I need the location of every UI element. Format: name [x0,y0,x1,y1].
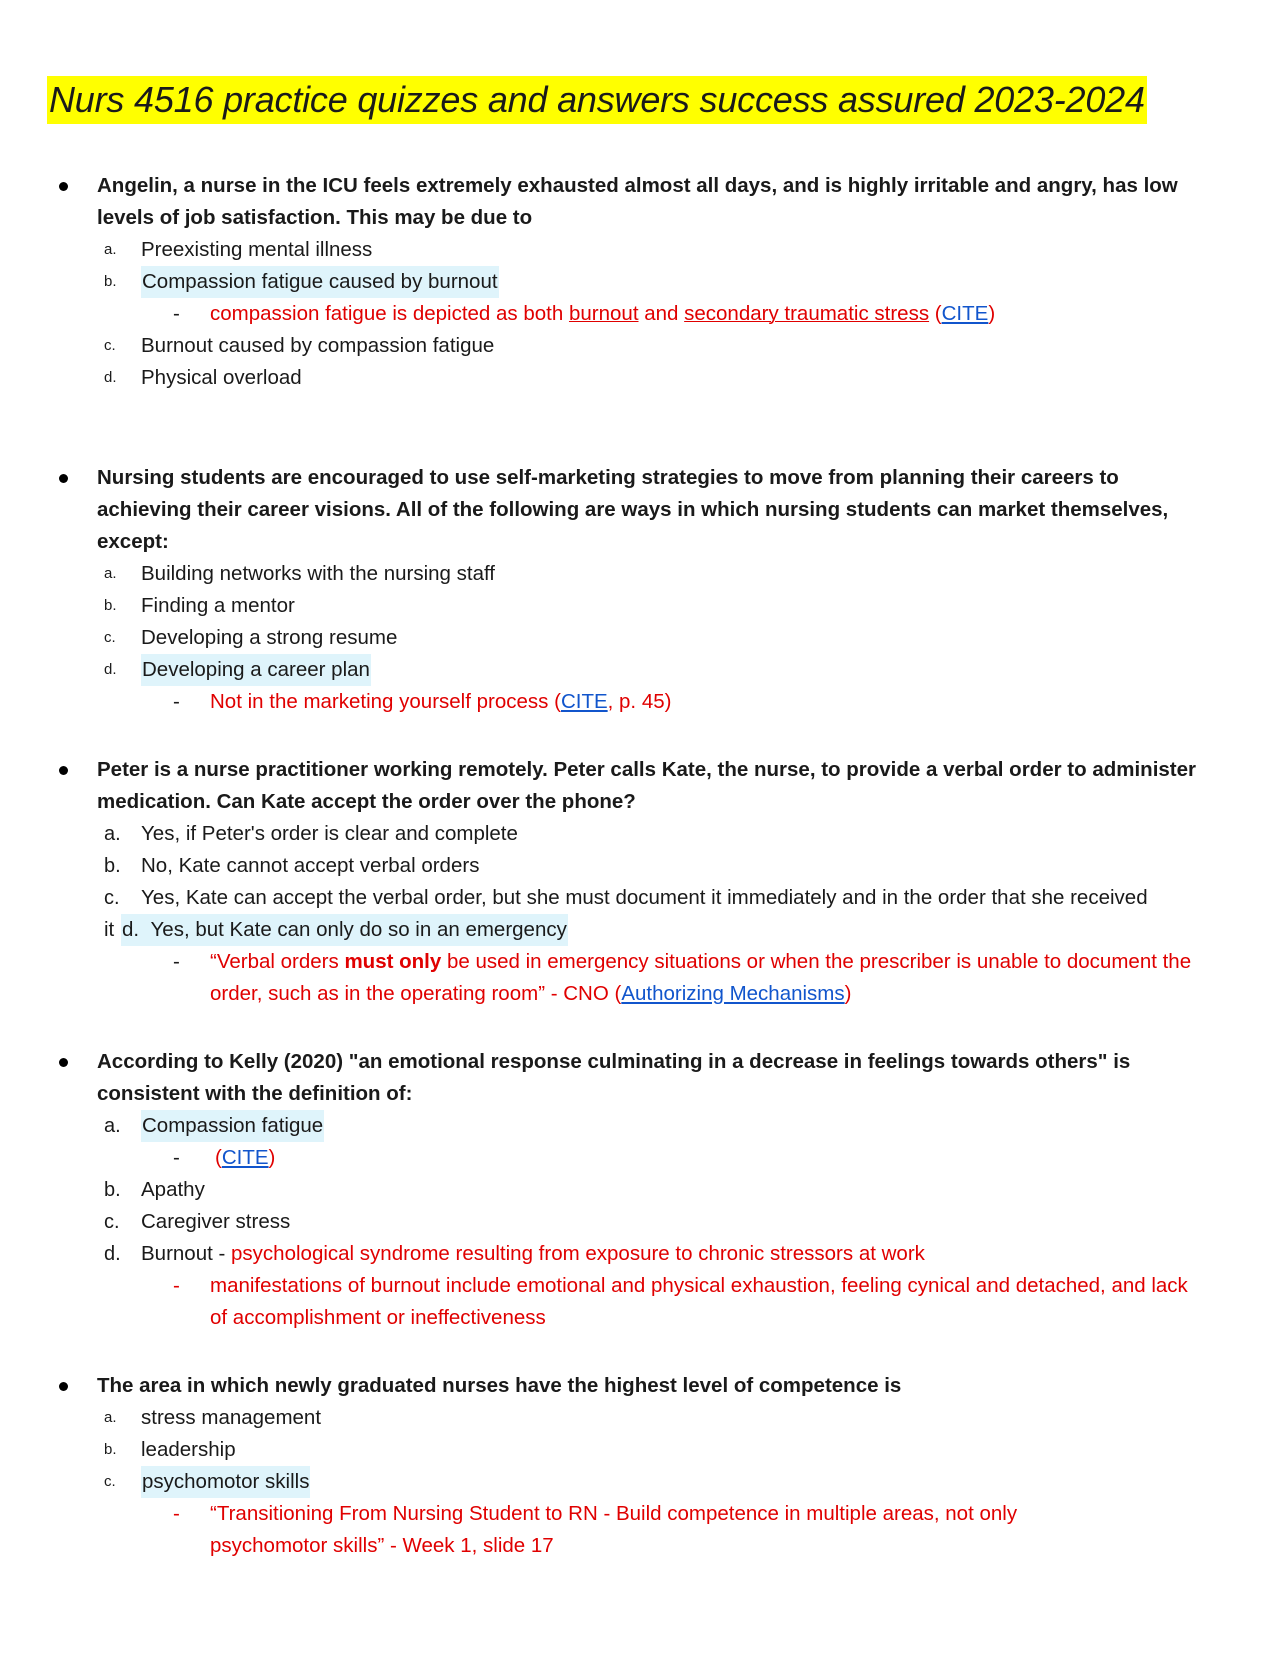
question-stem: Angelin, a nurse in the ICU feels extremely exhausted almost all days, and is highly irritable and angry, has low levels of job satisfaction. This may be due to [97,174,1178,229]
bullet-icon [59,474,68,483]
question-stem: According to Kelly (2020) "an emotional response culminating in a decrease in feelings towards others" is consistent with the definition of: [97,1050,1131,1105]
bullet-icon [59,182,68,191]
cite-link[interactable]: CITE [560,690,608,713]
question-stem: Peter is a nurse practitioner working remotely. Peter calls Kate, the nurse, to provide a verbal order to administer medication. Can Kate accept the order over the phone? [97,758,1196,813]
option-d-correct: d. Yes, but Kate can only do so in an emergency [121,914,568,946]
bullet-icon [59,766,68,775]
term-secondary-traumatic-stress: secondary traumatic stress [684,302,930,325]
cite-link[interactable]: CITE [221,1146,269,1169]
burnout-definition: psychological syndrome resulting from exposure to chronic stressors at work [231,1242,925,1265]
authorizing-mechanisms-link[interactable]: Authorizing Mechanisms [621,982,845,1005]
bullet-icon [59,1058,68,1067]
question-stem: Nursing students are encouraged to use self-marketing strategies to move from planning their careers to achieving their career visions. All of the following are ways in which nursing students can market themselves, except: [97,466,1169,553]
page-title: Nurs 4516 practice quizzes and answers success assured 2023-2024 [47,76,1147,124]
bullet-icon [59,1382,68,1391]
cite-link[interactable]: CITE [941,302,989,325]
question-stem: The area in which newly graduated nurses have the highest level of competence is [97,1374,902,1397]
term-burnout: burnout [568,302,639,325]
